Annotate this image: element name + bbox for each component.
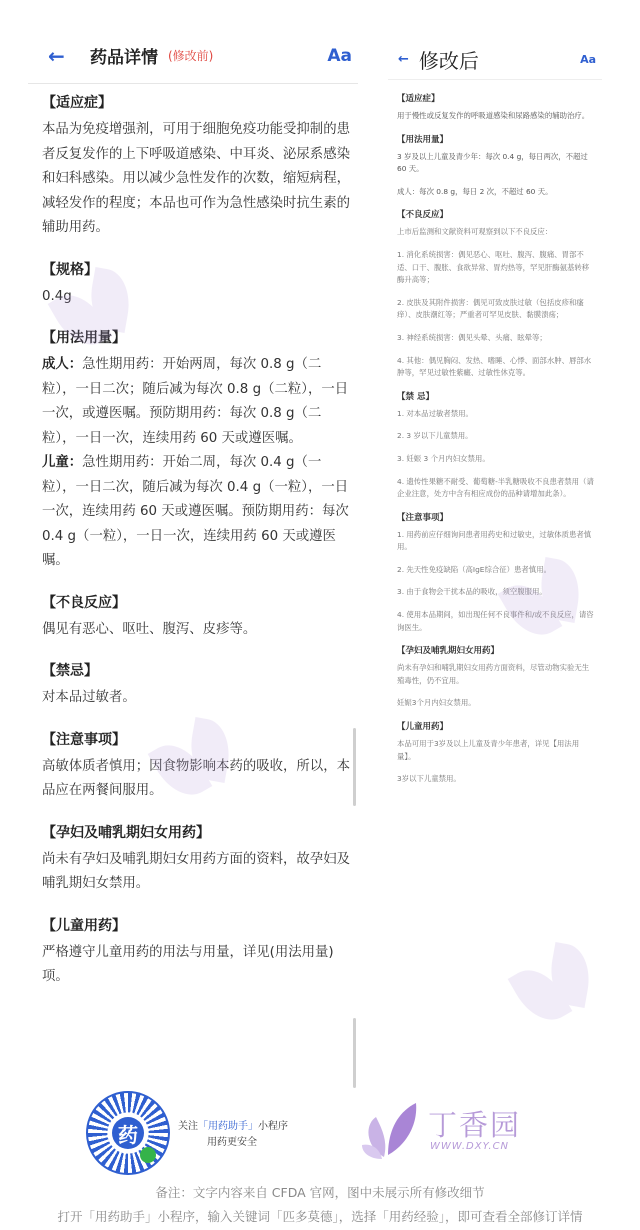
before-section	[42, 592, 352, 643]
after-section	[397, 511, 594, 635]
after-section	[397, 720, 594, 786]
section-text: 3. 妊娠 3 个月内妇女禁用。	[397, 453, 490, 463]
section-text: 严格遵守儿童用药的用法与用量，详见(用法用量)项。	[42, 944, 334, 984]
section-text: 尚未有孕妇及哺乳期妇女用药方面的资料，故孕妇及哺乳期妇女禁用。	[42, 851, 350, 891]
before-section	[42, 259, 352, 310]
follow-suffix: 小程序	[258, 1121, 288, 1132]
back-arrow-icon[interactable]: ←	[48, 43, 65, 68]
section-title: 【注意事项】	[42, 731, 126, 748]
section-text	[42, 451, 352, 574]
section-text: 妊娠3个月内妇女禁用。	[397, 698, 476, 708]
font-size-icon[interactable]: Aa	[580, 53, 596, 66]
after-section	[397, 92, 594, 123]
after-section	[397, 133, 594, 199]
wechat-badge-icon	[140, 1147, 156, 1163]
footer	[0, 1085, 640, 1230]
before-content	[28, 84, 358, 990]
section-title: 【规格】	[42, 261, 98, 278]
section-text: 2. 先天性免疫缺陷（高IgE综合征）患者慎用。	[397, 564, 551, 574]
section-text: 1. 消化系统损害：偶见恶心、呕吐、腹泻、腹痛、胃部不适、口干、腹胀、食欲异常、胃灼热等，罕见肝酶氨基转移酶升高等；	[397, 249, 590, 285]
section-text: 1. 用药前应仔细询问患者用药史和过敏史，过敏体质患者慎用。	[397, 529, 592, 552]
section-title: 【适应症】	[397, 94, 440, 104]
follow-prefix: 关注	[178, 1121, 198, 1132]
section-text: 3岁以下儿童禁用。	[397, 774, 461, 784]
section-title: 【注意事项】	[397, 512, 449, 523]
before-panel	[28, 28, 358, 1090]
section-text: 3. 由于食物会干扰本品的吸收，须空腹服用。	[397, 587, 547, 597]
section-title: 【儿童用药】	[42, 917, 126, 934]
page-title: 药品详情	[90, 48, 158, 68]
follow-line	[178, 1117, 288, 1132]
section-title: 【禁 忌】	[397, 391, 434, 402]
back-arrow-icon[interactable]: ←	[398, 52, 409, 67]
section-title: 【用法用量】	[42, 330, 126, 346]
section-text: 0.4g	[42, 288, 72, 304]
section-text: 本品可用于3岁及以上儿童及青少年患者，详见【用法用量】。	[397, 739, 580, 761]
after-section	[397, 644, 594, 710]
section-text: 对本品过敏者。	[42, 690, 136, 705]
section-text	[42, 353, 352, 451]
flower-logo-icon	[362, 1099, 420, 1159]
section-text: 成人：每次 0.8 g，每日 2 次，不超过 60 天。	[397, 186, 553, 196]
brand-logo	[362, 1099, 532, 1159]
section-title: 【禁忌】	[42, 663, 98, 679]
after-content	[388, 80, 602, 786]
follow-line-2: 用药更安全	[207, 1137, 257, 1148]
section-title: 【不良反应】	[42, 594, 126, 611]
section-text: 4. 遗传性果糖不耐受、葡萄糖-半乳糖吸收不良患者禁用（请企业注意，处方中含有相应成份的品种请增加此条）。	[397, 476, 594, 499]
font-size-icon[interactable]: Aa	[327, 45, 352, 66]
section-title: 【儿童用药】	[397, 722, 449, 733]
section-title: 【孕妇及哺乳期妇女用药】	[42, 824, 210, 841]
after-header	[388, 40, 602, 80]
before-header	[28, 28, 358, 84]
section-text: 用于慢性或反复发作的呼吸道感染和尿路感染的辅助治疗。	[397, 111, 590, 120]
footer-note-1: 备注：文字内容来自 CFDA 官网，图中未展示所有修改细节	[155, 1185, 485, 1200]
dosage-text: 急性期用药：开始二周，每次 0.4 g（一粒），一日二次，随后减为每次 0.4 g（一粒），一日一次，连续用药 60 天或遵医嘱。预防期用药：每次 0.4 g（一粒），一日一次，连续用药 60 天或遵医嘱。	[42, 455, 349, 568]
section-text: 4. 其他：偶见胸闷、发热、嗜睡、心悸、面部水肿、唇部水肿等，罕见过敏性紫癜、过敏性休克等。	[397, 355, 592, 378]
section-text: 本品为免疫增强剂，可用于细胞免疫功能受抑制的患者反复发作的上下呼吸道感染、中耳炎、泌尿系感染和妇科感染。用以减少急性发作的次数，缩短病程，减轻发作的程度；本品也可作为急性感染时抗生素的辅助用药。	[42, 122, 350, 235]
dosage-text: 急性期用药：开始两周，每次 0.8 g（二粒），一日二次；随后减为每次 0.8 g（二粒），一日一次，或遵医嘱。预防期用药：每次 0.8 g（二粒），一日一次，连续用药 60 天或遵医嘱。	[42, 357, 349, 446]
section-text: 偶见有恶心、呕吐、腹泻、皮疹等。	[42, 621, 257, 637]
section-text: 3 岁及以上儿童及青少年：每次 0.4 g，每日两次，不超过 60 天。	[397, 151, 588, 174]
dosage-group-label: 成人：	[42, 357, 83, 372]
section-text: 1. 对本品过敏者禁用。	[397, 408, 473, 418]
before-section	[42, 729, 352, 804]
before-section	[42, 660, 352, 711]
follow-highlight[interactable]: 「用药助手」	[198, 1121, 258, 1132]
section-text: 2. 皮肤及其附件损害：偶见可致皮肤过敏（包括皮疹和瘙痒）、皮肤潮红等；严重者可罕见皮肤、黏膜溃疡；	[397, 297, 584, 320]
section-title: 【不良反应】	[397, 210, 449, 221]
after-section	[397, 208, 594, 379]
after-panel	[388, 40, 602, 1085]
scrollbar[interactable]	[353, 728, 356, 806]
before-section	[42, 915, 352, 990]
before-section	[42, 822, 352, 897]
qr-code-icon[interactable]	[86, 1091, 170, 1175]
section-title: 【用法用量】	[397, 134, 449, 145]
section-text: 4. 使用本品期间，如出现任何不良事件和/或不良反应，请咨询医生。	[397, 610, 594, 632]
after-section	[397, 390, 594, 501]
qr-center-glyph: 药	[112, 1117, 144, 1149]
logo-text: 丁香园	[428, 1108, 522, 1142]
section-text: 上市后监测和文献资料可观察到以下不良反应：	[397, 227, 553, 237]
section-text: 尚未有孕妇和哺乳期妇女用药方面资料，尽管动物实验无生殖毒性，仍不宜用。	[397, 663, 590, 685]
footer-note-2: 打开「用药助手」小程序，输入关键词「匹多莫德」，选择「用药经验」，即可查看全部修订详情	[57, 1209, 583, 1224]
section-title: 【适应症】	[42, 95, 112, 111]
dosage-group-label: 儿童：	[42, 455, 83, 470]
after-title: 修改后	[418, 49, 479, 73]
section-text: 3. 神经系统损害：偶见头晕、头痛、眩晕等；	[397, 332, 547, 342]
before-section	[42, 327, 352, 574]
section-text: 高敏体质者慎用；因食物影响本药的吸收，所以，本品应在两餐间服用。	[42, 758, 350, 798]
section-title: 【孕妇及哺乳期妇女用药】	[397, 646, 500, 657]
before-section	[42, 92, 352, 241]
logo-url: WWW.DXY.CN	[430, 1141, 510, 1152]
scrollbar-lower[interactable]	[353, 1018, 356, 1088]
before-tag: (修改前)	[168, 49, 214, 63]
section-text: 2. 3 岁以下儿童禁用。	[397, 431, 473, 441]
